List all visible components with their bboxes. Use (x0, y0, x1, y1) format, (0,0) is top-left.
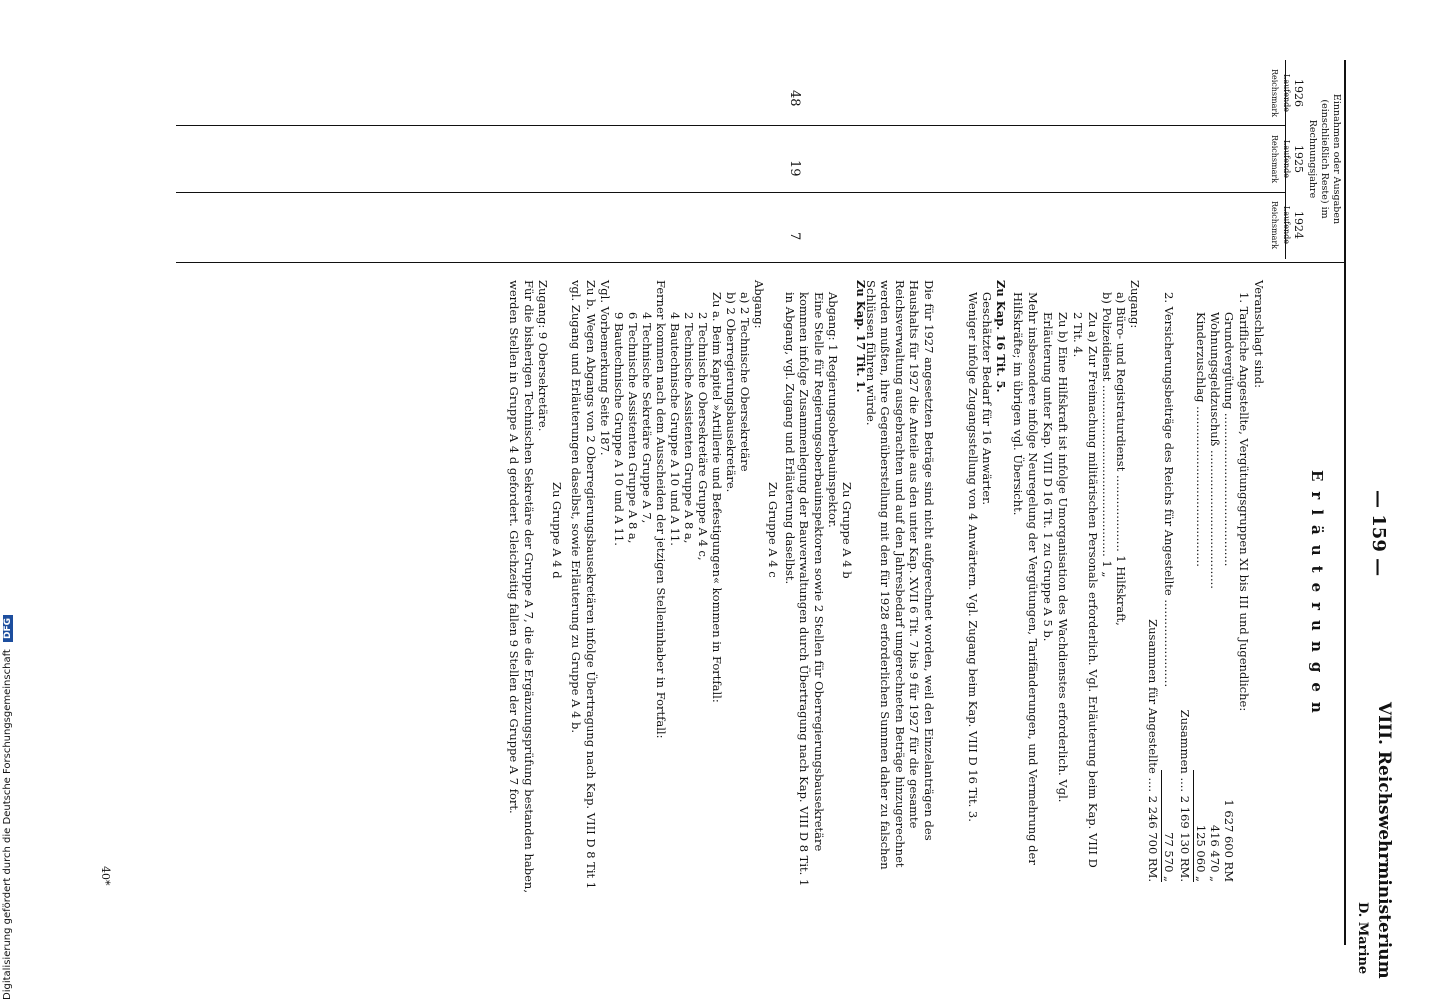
table-header-rule (1285, 60, 1286, 259)
zugang-9: Zugang: 9 Obersekretäre. (536, 280, 550, 432)
fortfall-1: 2 Technische Obersekretäre Gruppe A 4 c, (696, 312, 710, 561)
kinderzuschlag-amount: 125 060 „ (1194, 824, 1208, 882)
ferner-3: 9 Bautechnische Gruppe A 10 und A 11. (612, 312, 626, 546)
unit-1925: Laufende Reichsmark (1270, 134, 1291, 184)
year-1926: 1926 (1292, 79, 1305, 107)
margin-number-1925: 19 (787, 160, 802, 177)
kinderzuschlag: Kinderzuschlag ............................................ (1194, 312, 1208, 567)
sum-rule-2 (1161, 770, 1162, 882)
zu-b-wegen: Zu b. Wegen Abgangs von 2 Oberregierungsbausekretären infolge Übertragung nach Kap. VIII D 8 Tit 1 vgl. Zugang und Erläuterungen daselbst, sowie Erläuterung zu Gruppe A 4 b. (569, 280, 598, 890)
kap16-heading: Zu Kap. 16 Tit. 5. (994, 280, 1008, 393)
paragraph-1927: Die für 1927 angesetzten Beträge sind nicht aufgerechnet worden, weil den Einzelanträgen des Haushalts für 1927 die Anteile aus den unter Kap. XVII 6 Tit. 7 bis 9 für 1927 für die gesamte Reichsverwaltung ausgebrachten und auf den Jahresbedarf umgerechneten Beträge hinzugerechnet werden mußten, ihre Gegenüberstellung mit den für 1928 erforderlichen Summen daher zu falschen Schlüssen führen würde. (864, 280, 936, 870)
year-1925: 1925 (1292, 145, 1305, 173)
unit-1926: Laufende Reichsmark (1270, 68, 1291, 118)
last-paragraph: Für die bisherigen Technischen Sekretäre der Gruppe A 7, die die Ergänzungsprüfung bestanden haben, werden Stellen in Gruppe A 4 d gefordert. Gleichzeitig fallen 9 Stellen der Gruppe A 7 fort. (507, 280, 536, 893)
item-2: 2. Versicherungsbeiträge des Reichs für Angestellte ........................ (1162, 292, 1176, 688)
year-1924: 1924 (1292, 211, 1305, 239)
gruppe-a4d: Zu Gruppe A 4 d (550, 482, 564, 579)
column-divider (176, 262, 1346, 263)
grundverguetung-amount: 1 627 600 RM (1222, 799, 1236, 882)
footer-credit (2, 0, 13, 1000)
zugang-label: Zugang: (1128, 280, 1142, 329)
ferner-2: 6 Technische Assistenten Gruppe A 8 a, (626, 312, 640, 544)
zusammen-1: Zusammen .... 2 169 130 RM. (1178, 709, 1192, 882)
subsection-title: D. Marine (1355, 902, 1370, 975)
sum-rule-1 (1193, 770, 1194, 882)
ferner-note: Ferner kommen nach dem Ausscheiden der jetzigen Stelleninhaber in Fortfall: (654, 280, 668, 739)
abgang-a: a) 2 Technische Obersekretäre (738, 292, 752, 472)
veranschlagt: Veranschlagt sind: (1252, 280, 1266, 388)
kap17-heading: Zu Kap. 17 Tit. 1. (854, 280, 868, 393)
gruppe-a4b: Zu Gruppe A 4 b (840, 482, 854, 579)
col-line-2 (176, 192, 1286, 193)
zusammen-2: Zusammen für Angestellte .... 2 246 700 RM. (1146, 619, 1160, 882)
abgang-1: Abgang: 1 Regierungsoberbauinspektor. (826, 292, 840, 528)
item-1: 1. Tarifliche Angestellte, Vergütungsgruppen XI bis III und Jugendliche: (1237, 292, 1251, 712)
fortfall-3: 4 Bautechnische Gruppe A 10 und A 11. (668, 312, 682, 546)
mehr-note: Mehr insbesondere infolge Neuregelung der Vergütungen, Tarifänderungen, und Vermehrung der Hilfskräfte; im übrigen vgl. Übersicht. (1011, 292, 1040, 865)
abgang-label: Abgang: (752, 280, 766, 329)
footer-text: Digitalisierung gefördert durch die Deutsche Forschungsgemeinschaft (2, 649, 13, 1000)
header-rule (1344, 60, 1346, 945)
kap16-bedarf: Geschätzter Bedarf für 16 Anwärter. (980, 292, 994, 506)
margin-number-1926: 48 (787, 90, 802, 107)
col-line-1 (176, 125, 1286, 126)
vorbemerkung: Vgl. Vorbemerkung Seite 187. (598, 280, 612, 456)
zugang-b: b) Polizeidienst ............................................... 1 „ (1100, 292, 1114, 578)
section-title: Erläuterungen (1308, 470, 1326, 723)
margin-number-1924: 7 (787, 232, 802, 241)
fortfall-2: 2 Technische Assistenten Gruppe A 8 a, (682, 312, 696, 544)
page-number: — 159 — (1368, 490, 1389, 577)
gruppe-a4c: Zu Gruppe A 4 c (766, 482, 780, 578)
zugang-a: a) Büro- und Registraturdienst ..................... 1 Hilfskraft, (1114, 292, 1128, 626)
stelle-note: Eine Stelle für Regierungsoberbauinspektoren sowie 2 Stellen für Oberregierungsbausekretäre kommen infolge Zusammenlegung der Bauverwaltungen durch Übertragung nach Kap. VIII D 8 Tit. 1 in Abgang, vgl. Zugang und Erläuterung daselbst. (783, 292, 826, 887)
table-header-title: Einnahmen oder Ausgaben (einschließlich Reste) im Rechnungsjahre (1307, 93, 1342, 225)
table-header (1262, 60, 1342, 258)
zu-b-note: Zu b) Eine Hilfskraft ist infolge Umorganisation des Wachdienstes erforderlich. Vgl. Erläuterung unter Kap. VIII D 16 Tit. 1 zu Gruppe A 5 b. (1041, 312, 1070, 803)
unit-1924: Laufende Reichsmark (1270, 200, 1291, 250)
wohnungsgeld-amount: 416 470 „ (1208, 824, 1222, 882)
ferner-1: 4 Technische Sekretäre Gruppe A 7, (640, 312, 654, 524)
kap16-weniger: Weniger infolge Zugangsstellung von 4 Anwärtern. Vgl. Zugang beim Kap. VIII D 16 Tit. 3. (966, 292, 980, 822)
wohnungsgeld: Wohnungsgeldzuschuß ...................................... (1208, 312, 1222, 589)
grundverguetung: Grundvergütung .......................................... (1222, 312, 1236, 567)
abgang-b: b) 2 Oberregierungsbausekretäre. (724, 292, 738, 493)
page-mark: 40* (99, 866, 112, 886)
item-2-amount: 77 570 „ (1162, 832, 1176, 882)
zu-a-note: Zu a) Zur Freimachung militärischen Personals erforderlich. Vgl. Erläuterung beim Kap. VIII D 2 Tit. 4. (1071, 312, 1100, 868)
ministry-title: VIII. Reichswehrministerium (1374, 702, 1394, 979)
dfg-logo: DFG (3, 615, 13, 642)
zu-a-kapitel: Zu a. Beim Kapitel »Artillerie und Befestigungen« kommen in Fortfall: (710, 292, 724, 703)
